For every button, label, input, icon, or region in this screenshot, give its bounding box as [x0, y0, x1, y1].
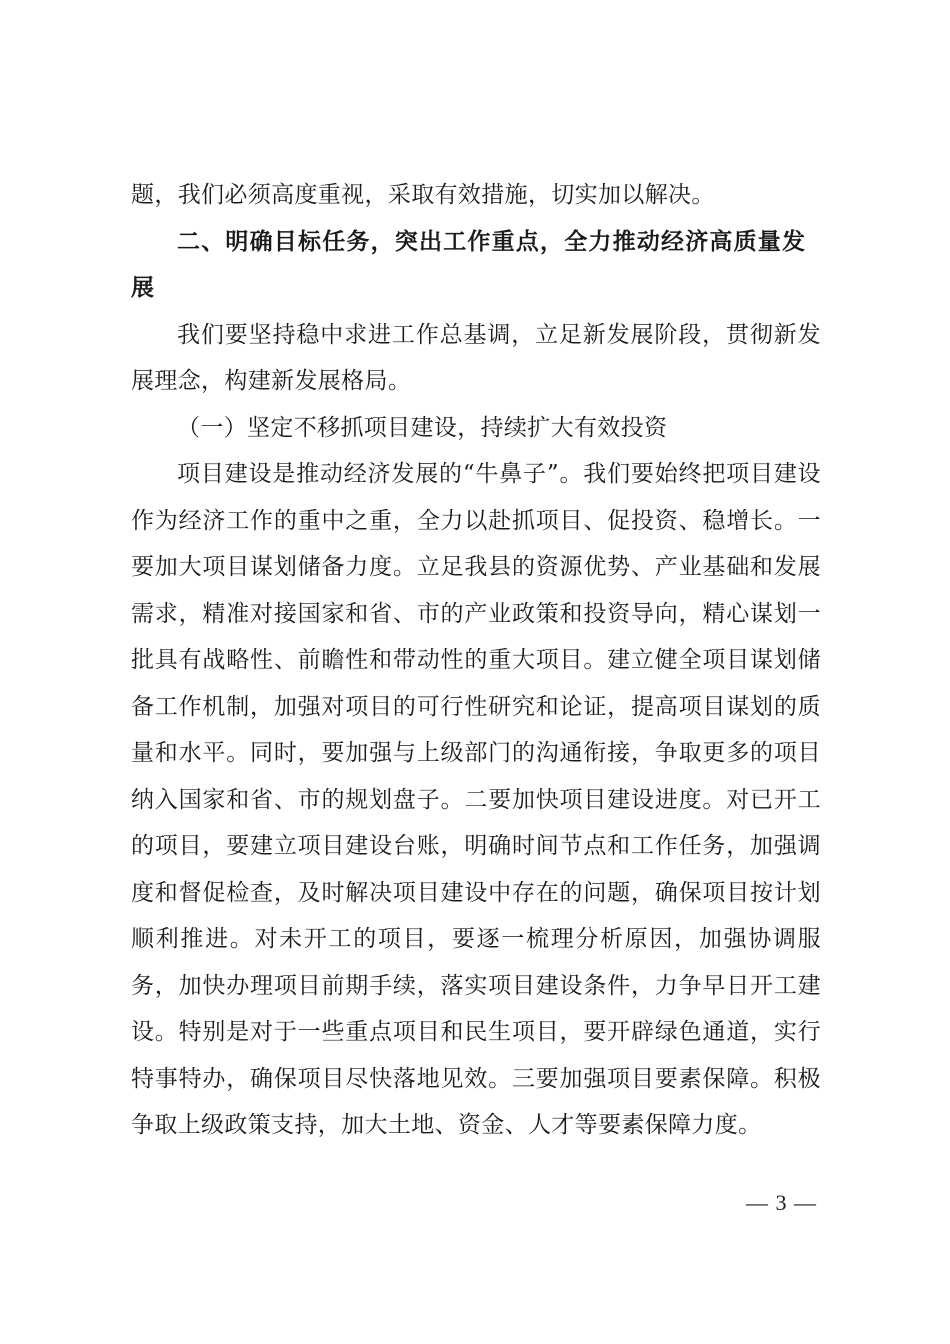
- paragraph-continuation: 题，我们必须高度重视，采取有效措施，切实加以解决。: [131, 182, 715, 208]
- section-heading-2: 二、明确目标任务，突出工作重点，全力推动经济高质量发展: [131, 228, 807, 301]
- subsection-heading-1: （一）坚定不移抓项目建设，持续扩大有效投资: [177, 414, 668, 441]
- document-body: [131, 172, 821, 1149]
- paragraph-project-construction: 项目建设是推动经济发展的“牛鼻子”。我们要始终把项目建设作为经济工作的重中之重，全力以赴抓项目、促投资、稳增长。一要加大项目谋划储备力度。立足我县的资源优势、产业基础和发展需求，精准对接国家和省、市的产业政策和投资导向，精心谋划一批具有战略性、前瞻性和带动性的重大项目。建立健全项目谋划储备工作机制，加强对项目的可行性研究和论证，提高项目谋划的质量和水平。同时，要加强与上级部门的沟通衔接，争取更多的项目纳入国家和省、市的规划盘子。二要加快项目建设进度。对已开工的项目，要建立项目建设台账，明确时间节点和工作任务，加强调度和督促检查，及时解决项目建设中存在的问题，确保项目按计划顺利推进。对未开工的项目，要逐一梳理分析原因，加强协调服务，加快办理项目前期手续，落实项目建设条件，力争早日开工建设。特别是对于一些重点项目和民生项目，要开辟绿色通道，实行特事特办，确保项目尽快落地见效。三要加强项目要素保障。积极争取上级政策支持，加大土地、资金、人才等要素保障力度。: [131, 461, 821, 1138]
- paragraph-intro: 我们要坚持稳中求进工作总基调，立足新发展阶段，贯彻新发展理念，构建新发展格局。: [131, 321, 821, 394]
- page-number: — 3 —: [746, 1190, 817, 1215]
